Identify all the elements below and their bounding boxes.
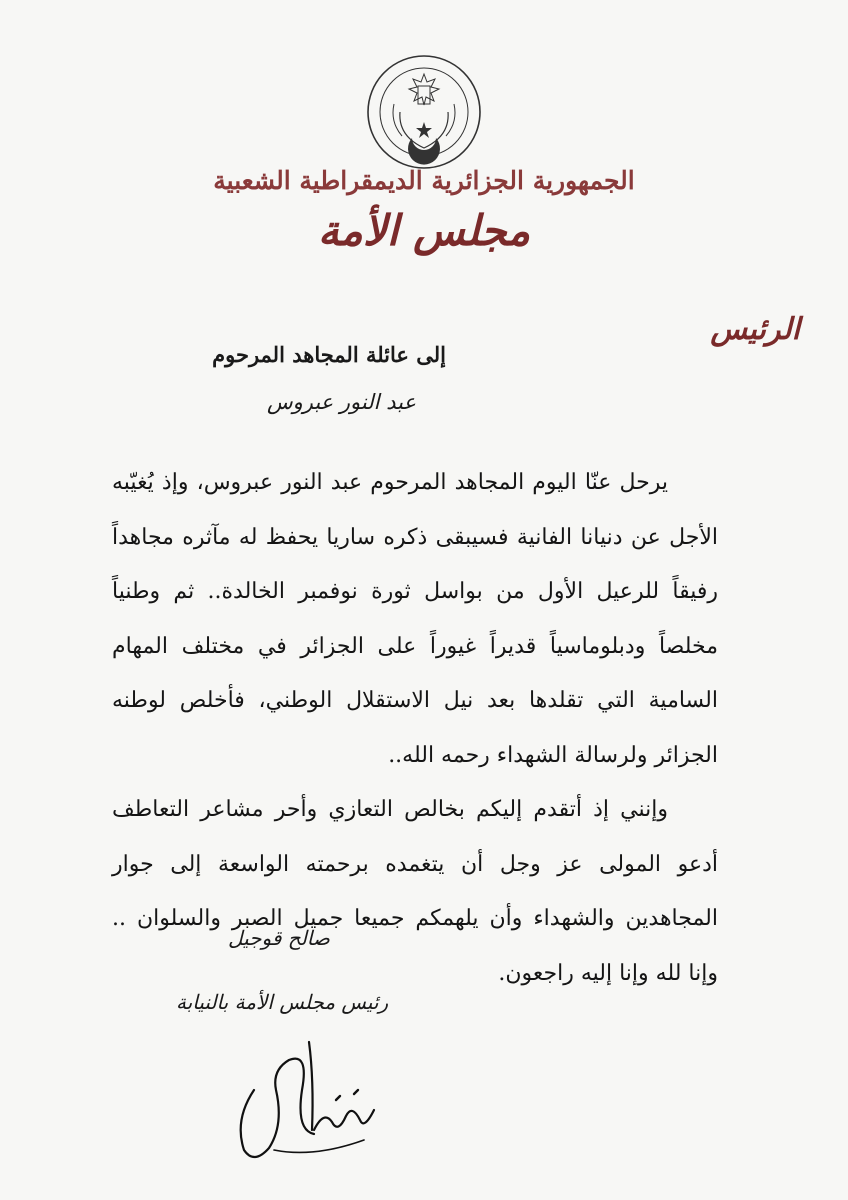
letter-paragraph: وإنني إذ أتقدم إليكم بخالص التعازي وأحر مشاعر التعاطف أدعو المولى عز وجل أن يتغمده برحمته الواسعة إلى جوار المجاهدين والشهداء وأن يلهمكم جميعا جميل الصبر والسلوان .. وإنا لله وإنا إليه راجعون. — [112, 797, 718, 986]
handwritten-signature — [214, 1030, 414, 1170]
republic-name: الجمهورية الجزائرية الديمقراطية الشعبية — [213, 166, 635, 195]
council-title: مجلس الأمة — [317, 206, 531, 255]
national-emblem-seal — [364, 52, 484, 172]
president-mark: الرئيس — [710, 312, 800, 347]
letter-body — [112, 456, 718, 1001]
letter-paragraph: يرحل عنّا اليوم المجاهد المرحوم عبد النور عبروس، وإذ يُغيّبه الأجل عن دنيانا الفانية فسيبقى ذكره ساريا يحفظ له مآثره مجاهداً رفيقاً للرعيل الأول من بواسل ثورة نوفمبر الخالدة.. ثم وطنياً مخلصاً ودبلوماسياً قديراً غيوراً على الجزائر في مختلف المهام السامية التي تقلدها بعد نيل الاستقلال الوطني، فأخلص لوطنه الجزائر ولرسالة الشهداء رحمه الله.. — [112, 470, 718, 768]
signer-name: صالح قوجيل — [228, 926, 330, 950]
signer-title: رئيس مجلس الأمة بالنيابة — [176, 990, 389, 1014]
recipient-line: إلى عائلة المجاهد المرحوم — [212, 342, 446, 367]
recipient-name: عبد النور عبروس — [266, 390, 416, 414]
